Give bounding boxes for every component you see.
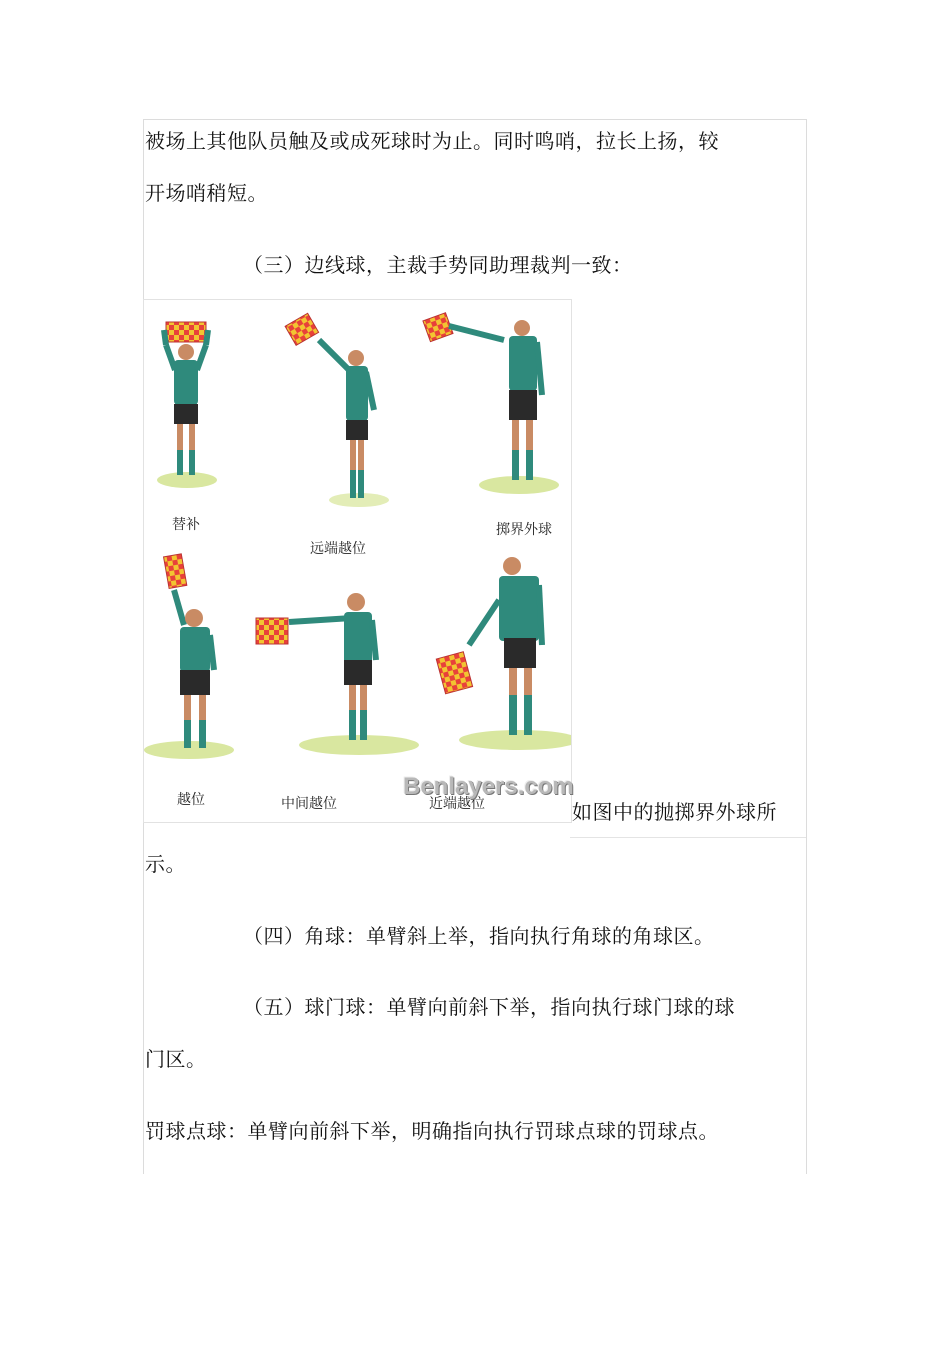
page-frame-top [143,119,806,120]
signal-offside-figure [144,554,234,759]
caption-mid-offside: 中间越位 [281,796,337,812]
paragraph-6: 罚球点球：单臂向前斜下举，明确指向执行罚球点球的罚球点。 [145,1119,719,1143]
signal-mid-offside-figure [256,593,419,755]
paragraph-5-line-1: （五）球门球：单臂向前斜下举，指向执行球门球的球 [243,995,735,1019]
signal-throw-in-figure [423,313,559,494]
watermark: Benlayers.com [403,773,574,800]
paragraph-5-line-2: 门区。 [145,1047,207,1071]
paragraph-3-line-2: 示。 [145,852,186,876]
signal-far-offside-figure [285,313,389,507]
signal-near-offside-figure [436,557,571,750]
caption-throw-in: 掷界外球 [496,522,552,538]
paragraph-4: （四）角球：单臂斜上举，指向执行角球的角球区。 [243,924,715,948]
page-frame-right [806,119,807,1174]
referee-signals-illustration [144,300,571,822]
caption-far-offside: 远端越位 [310,541,366,557]
paragraph-2: （三）边线球，主裁手势同助理裁判一致： [243,253,633,277]
referee-signals-figure [143,299,572,823]
paragraph-3-line-1: 如图中的抛掷界外球所 [572,800,777,824]
paragraph-1-line-1: 被场上其他队员触及或成死球时为止。同时鸣哨，拉长上扬，较 [145,129,719,153]
page-frame-divider [570,837,806,838]
signal-substitution-figure [157,322,217,488]
caption-offside: 越位 [177,792,205,808]
paragraph-1-line-2: 开场哨稍短。 [145,181,268,205]
caption-near-offside: 近端越位 [429,796,485,812]
caption-substitution: 替补 [172,517,200,533]
